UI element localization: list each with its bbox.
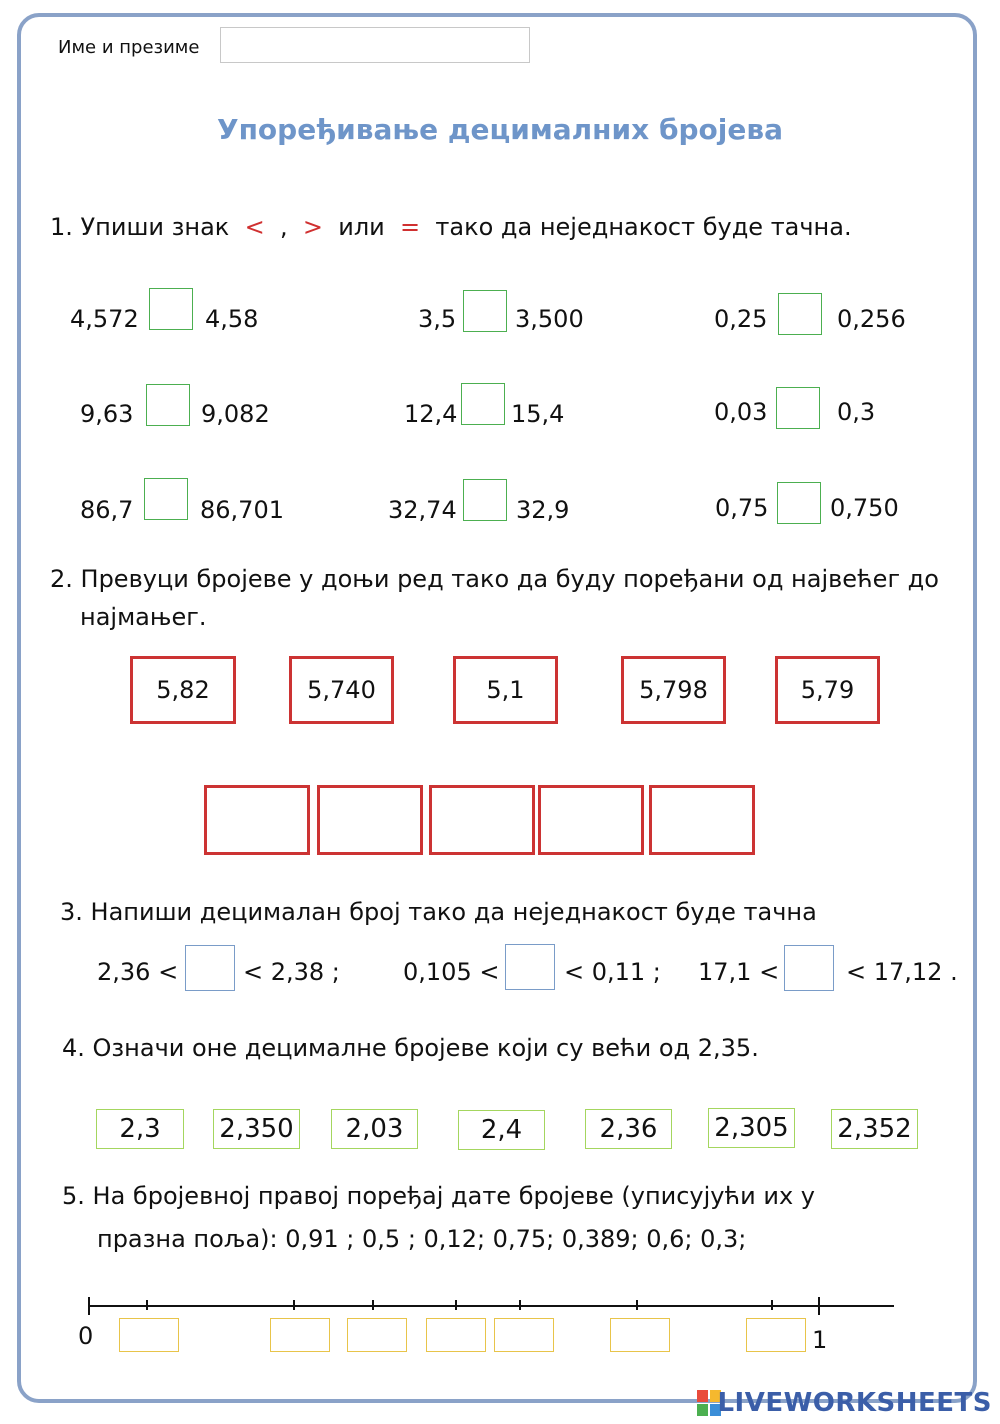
number-line-answer-box[interactable] — [426, 1318, 486, 1352]
number-line-one: 1 — [812, 1326, 828, 1354]
q1-suffix: тако да неједнакост буде тачна. — [435, 213, 852, 241]
q1-number: 0,75 — [715, 494, 769, 522]
number-line-answer-box[interactable] — [494, 1318, 554, 1352]
q3-instruction: 3. Напиши децималан број тако да неједнакост буде тачна — [60, 898, 817, 926]
number-line-tick — [818, 1297, 820, 1315]
q1-number: 0,750 — [830, 494, 899, 522]
q3-answer-box[interactable] — [185, 945, 235, 991]
q1-answer-box[interactable] — [463, 290, 507, 332]
q2-instruction-line1: 2. Превуци бројеве у доњи ред тако да буду поређани од највећег до — [50, 565, 939, 593]
selectable-number[interactable]: 2,352 — [831, 1109, 918, 1149]
drop-target[interactable] — [429, 785, 535, 855]
q1-prefix: 1. Упиши знак — [50, 213, 230, 241]
q1-number: 86,701 — [200, 496, 284, 524]
q5-instruction-line1: 5. На бројевној правој поређај дате бројеве (уписујући их у — [62, 1182, 816, 1210]
name-input[interactable] — [220, 27, 530, 63]
q3-inequality-right: < 17,12 . — [846, 958, 958, 986]
drop-target[interactable] — [317, 785, 423, 855]
q3-inequality-left: 17,1 < — [698, 958, 780, 986]
q1-number: 9,63 — [80, 400, 134, 428]
number-line-tick — [455, 1300, 457, 1310]
name-label: Име и презиме — [58, 37, 200, 58]
q1-answer-box[interactable] — [144, 478, 188, 520]
q2-instruction-line2: најмањег. — [80, 603, 207, 631]
q1-answer-box[interactable] — [776, 387, 820, 429]
draggable-number[interactable]: 5,79 — [775, 656, 880, 724]
q3-answer-box[interactable] — [784, 945, 834, 991]
q1-number: 4,58 — [205, 305, 259, 333]
footer-brand: LIVEWORKSHEETS — [717, 1388, 992, 1418]
number-line-zero: 0 — [78, 1322, 94, 1350]
q3-inequality-left: 2,36 < — [97, 958, 179, 986]
q1-comma: , — [279, 213, 288, 241]
drop-target[interactable] — [204, 785, 310, 855]
q3-answer-box[interactable] — [505, 944, 555, 990]
drop-target[interactable] — [649, 785, 755, 855]
q1-answer-box[interactable] — [778, 293, 822, 335]
q4-instruction: 4. Означи оне децималне бројеве који су већи од 2,35. — [62, 1034, 759, 1062]
selectable-number[interactable]: 2,350 — [213, 1109, 300, 1149]
number-line-answer-box[interactable] — [746, 1318, 806, 1352]
draggable-number[interactable]: 5,740 — [289, 656, 394, 724]
q1-number: 0,03 — [714, 398, 768, 426]
number-line — [88, 1305, 894, 1307]
q1-number: 12,4 — [404, 400, 458, 428]
q1-number: 0,256 — [837, 305, 906, 333]
draggable-number[interactable]: 5,798 — [621, 656, 726, 724]
number-line-answer-box[interactable] — [119, 1318, 179, 1352]
number-line-tick — [88, 1297, 90, 1315]
q3-inequality-right: < 0,11 ; — [564, 958, 661, 986]
selectable-number[interactable]: 2,4 — [458, 1110, 545, 1150]
page-title: Упоређивање децималних бројева — [216, 113, 783, 146]
q3-inequality-left: 0,105 < — [403, 958, 500, 986]
q3-inequality-right: < 2,38 ; — [243, 958, 340, 986]
selectable-number[interactable]: 2,03 — [331, 1109, 418, 1149]
q1-or: или — [338, 213, 385, 241]
q1-number: 86,7 — [80, 496, 134, 524]
q1-number: 3,500 — [515, 305, 584, 333]
q1-number: 4,572 — [70, 305, 139, 333]
selectable-number[interactable]: 2,36 — [585, 1109, 672, 1149]
draggable-number[interactable]: 5,82 — [130, 656, 236, 724]
q1-instruction — [50, 213, 852, 241]
q1-answer-box[interactable] — [463, 479, 507, 521]
q1-number: 0,25 — [714, 305, 768, 333]
number-line-answer-box[interactable] — [347, 1318, 407, 1352]
number-line-tick — [519, 1300, 521, 1310]
selectable-number[interactable]: 2,305 — [708, 1108, 795, 1148]
number-line-tick — [771, 1300, 773, 1310]
q5-instruction-line2: празна поља): 0,91 ; 0,5 ; 0,12; 0,75; 0,389; 0,6; 0,3; — [97, 1225, 747, 1253]
q1-number: 15,4 — [511, 400, 565, 428]
number-line-answer-box[interactable] — [270, 1318, 330, 1352]
q1-number: 32,74 — [388, 496, 457, 524]
q1-answer-box[interactable] — [146, 384, 190, 426]
q1-number: 32,9 — [516, 496, 570, 524]
q1-answer-box[interactable] — [149, 288, 193, 330]
q1-number: 9,082 — [201, 400, 270, 428]
q1-number: 3,5 — [418, 305, 457, 333]
symbol-equal: = — [400, 213, 421, 241]
selectable-number[interactable]: 2,3 — [96, 1109, 184, 1149]
drop-target[interactable] — [538, 785, 644, 855]
symbol-less: < — [244, 213, 265, 241]
number-line-tick — [293, 1300, 295, 1310]
number-line-tick — [636, 1300, 638, 1310]
number-line-tick — [146, 1300, 148, 1310]
draggable-number[interactable]: 5,1 — [453, 656, 558, 724]
q1-answer-box[interactable] — [461, 383, 505, 425]
q1-number: 0,3 — [837, 398, 876, 426]
symbol-greater: > — [302, 213, 323, 241]
q1-answer-box[interactable] — [777, 482, 821, 524]
number-line-answer-box[interactable] — [610, 1318, 670, 1352]
number-line-tick — [372, 1300, 374, 1310]
